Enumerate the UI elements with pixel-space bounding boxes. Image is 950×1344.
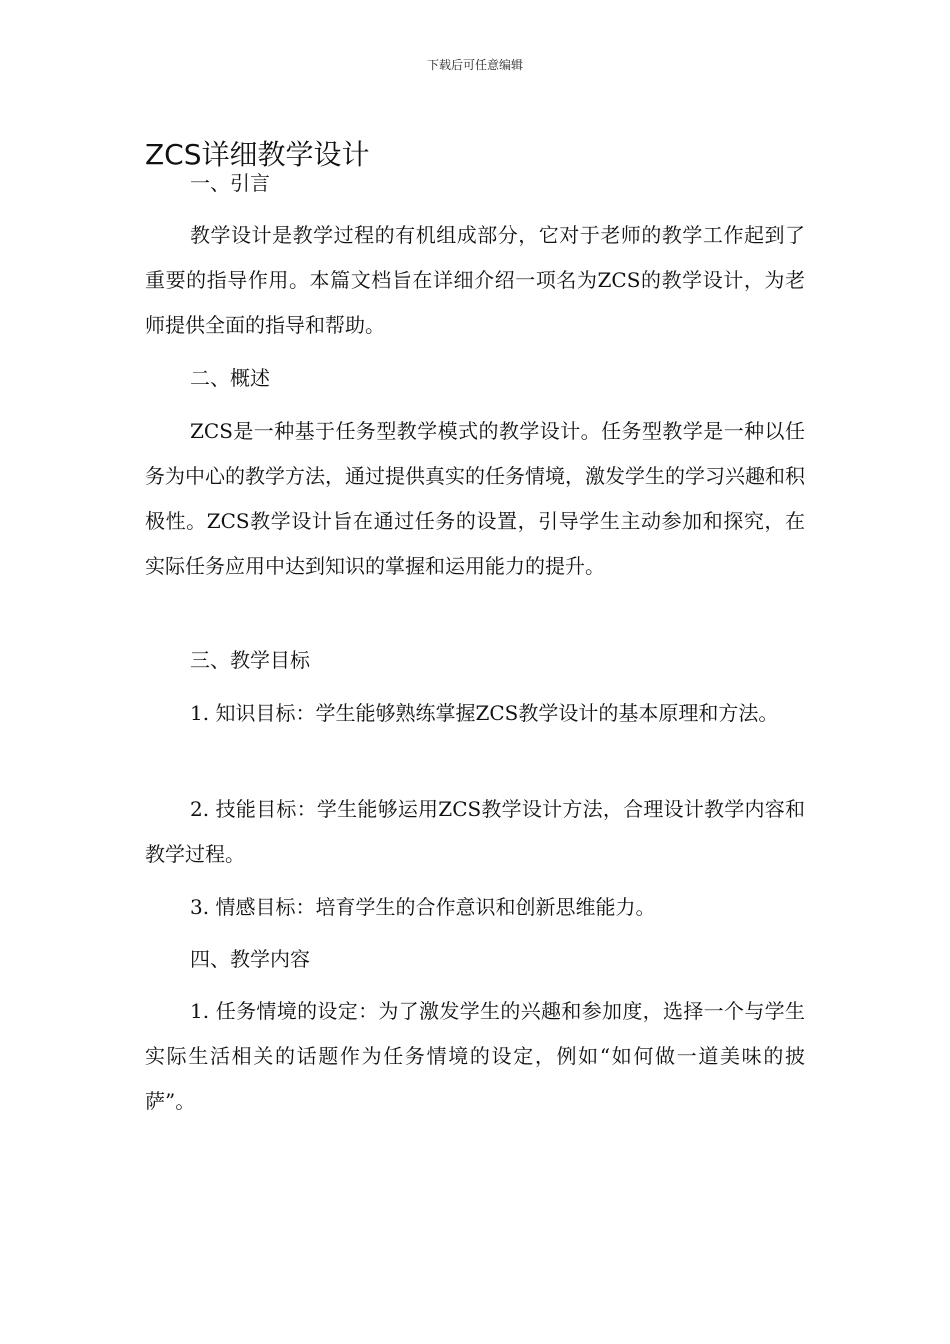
content-task-scenario: 1. 任务情境的设定：为了激发学生的兴趣和参加度，选择一个与学生实际生活相关的话题作为任务情境的设定，例如“如何做一道美味的披萨”。 [145,999,805,1113]
objective-emotion: 3. 情感目标：培育学生的合作意识和创新思维能力。 [190,895,656,919]
document-title: ZCS详细教学设计 [145,137,370,171]
objective-knowledge: 1. 知识目标：学生能够熟练掌握ZCS教学设计的基本原理和方法。 [190,701,779,725]
section-heading-overview: 二、概述 [190,366,270,390]
header-note: 下载后可任意编辑 [426,58,523,72]
paragraph-overview: ZCS是一种基于任务型教学模式的教学设计。任务型教学是一种以任务为中心的教学方法，通过提供真实的任务情境，激发学生的学习兴趣和积极性。ZCS教学设计旨在通过任务的设置，引导学生主动参加和探究，在实际任务应用中达到知识的掌握和运用能力的提升。 [145,419,805,578]
section-heading-introduction: 一、引言 [190,171,270,195]
section-heading-content: 四、教学内容 [190,947,310,971]
section-heading-objectives: 三、教学目标 [190,648,310,672]
objective-skills: 2. 技能目标：学生能够运用ZCS教学设计方法，合理设计教学内容和教学过程。 [145,797,805,866]
paragraph-introduction: 教学设计是教学过程的有机组成部分，它对于老师的教学工作起到了重要的指导作用。本篇文档旨在详细介绍一项名为ZCS的教学设计，为老师提供全面的指导和帮助。 [145,223,805,337]
